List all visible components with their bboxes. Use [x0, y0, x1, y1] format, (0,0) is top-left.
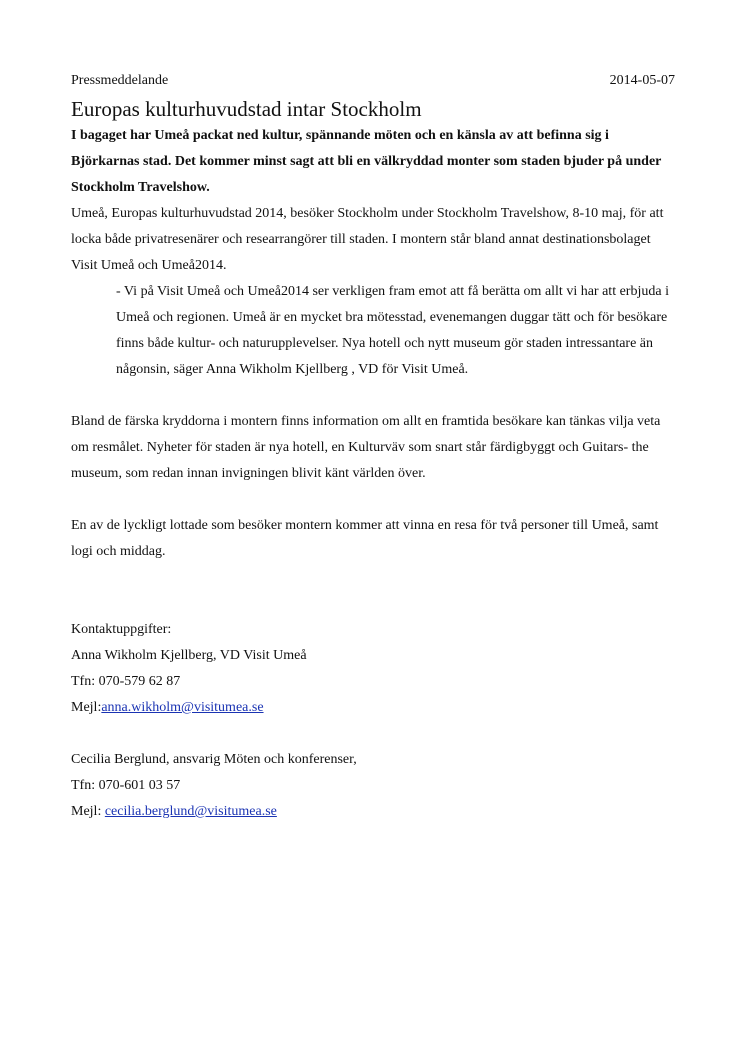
contact-email-line [71, 799, 675, 825]
quote-paragraph: - Vi på Visit Umeå och Umeå2014 ser verkligen fram emot att få berätta om allt vi har att erbjuda i Umeå och regionen. Umeå är en mycket bra mötesstad, evenemangen duggar tätt och för besökare finns både kultur- och naturupplevelser. Nya hotell och nytt museum gör staden intressantare än någonsin, säger Anna Wikholm Kjellberg , VD för Visit Umeå. [116, 284, 669, 377]
email-link[interactable]: cecilia.berglund@visitumea.se [104, 804, 277, 819]
contact-heading: Kontaktuppgifter: [71, 622, 172, 637]
email-link[interactable]: anna.wikholm@visitumea.se [101, 700, 264, 715]
spacer [71, 565, 675, 617]
contact-phone: Tfn: 070-601 03 57 [71, 778, 181, 793]
press-release-page [71, 68, 675, 825]
email-label: Mejl: [71, 804, 105, 819]
page-title: Europas kulturhuvudstad intar Stockholm [71, 97, 422, 121]
contact-email-line [71, 695, 675, 721]
contact-section [71, 617, 675, 825]
spacer [71, 721, 675, 747]
lead-paragraph: I bagaget har Umeå packat ned kultur, spännande möten och en känsla av att befinna sig i Björkarnas stad. Det kommer minst sagt att bli en välkryddad monter som staden bjuder på under Stockholm Travelshow. [71, 128, 662, 195]
contact-name: Anna Wikholm Kjellberg, VD Visit Umeå [71, 648, 307, 663]
contact-person [71, 643, 675, 721]
body-paragraph-3: En av de lyckligt lottade som besöker montern kommer att vinna en resa för två personer till Umeå, samt logi och middag. [71, 518, 659, 559]
intro-paragraph: Umeå, Europas kulturhuvudstad 2014, besöker Stockholm under Stockholm Travelshow, 8-10 maj, för att locka både privatresenärer och researrangörer till staden. I montern står bland annat destinationsbolaget Visit Umeå och Umeå2014. [71, 206, 664, 273]
release-date: 2014-05-07 [609, 73, 675, 88]
spacer [71, 487, 675, 513]
contact-name: Cecilia Berglund, ansvarig Möten och konferenser, [71, 752, 357, 767]
spacer [71, 383, 675, 409]
body-paragraph-2: Bland de färska kryddorna i montern finns information om allt en framtida besökare kan tänkas vilja veta om resmålet. Nyheter för staden är nya hotell, en Kulturväv som snart står färdigbyggt och Guitars- the museum, som redan innan invigningen blivit känt världen över. [71, 414, 661, 481]
email-label: Mejl: [71, 700, 102, 715]
contact-person [71, 747, 675, 825]
header-row [71, 68, 675, 94]
contact-phone: Tfn: 070-579 62 87 [71, 674, 181, 689]
document-type-label: Pressmeddelande [71, 73, 169, 88]
